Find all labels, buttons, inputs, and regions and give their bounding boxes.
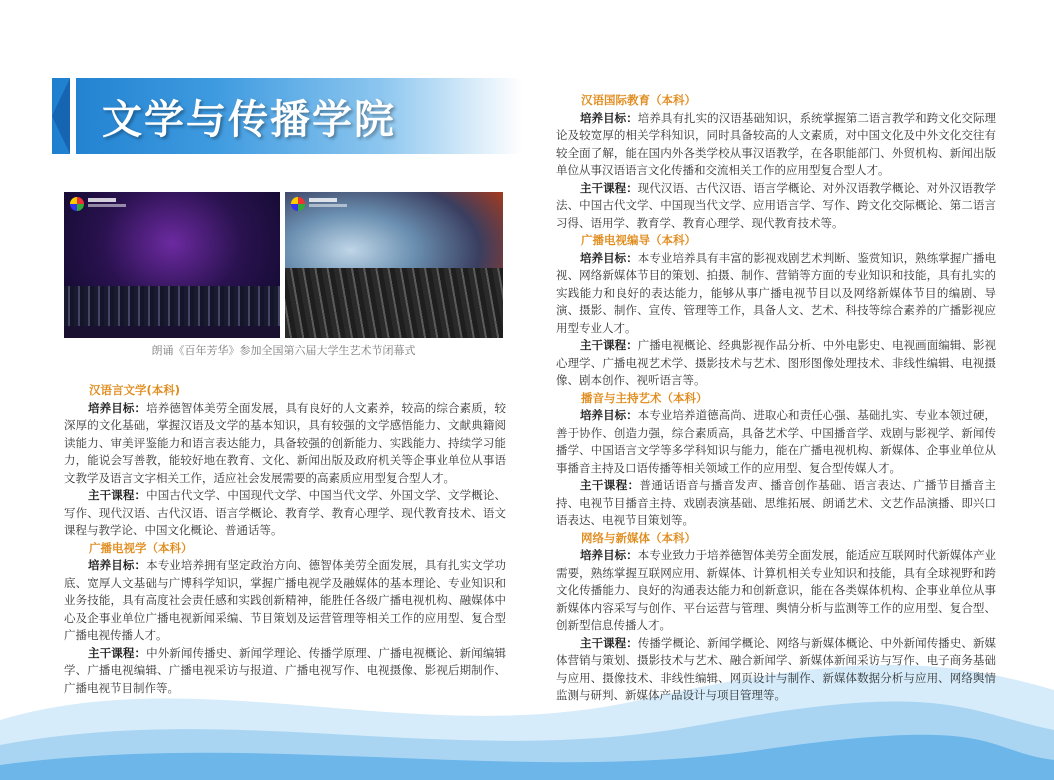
goal-text: 本专业培养拥有坚定政治方向、德智体美劳全面发展，具有扎实文学功底、宽厚人文基础与广博科学知识，掌握广播电视学及融媒体的基本理论、专业知识和业务技能，具有高度社会责任感和实践创新精神，能胜任各级广播电视机构、融媒体中心及企事业单位广播电视新闻采编、节目策划及运营管理等相关工作的应用型、复合型广播电视传播人才。 <box>64 558 507 642</box>
banner-arrow-icon <box>52 78 70 154</box>
festival-logo-icon <box>291 197 305 211</box>
goal-label: 培养目标： <box>580 408 638 422</box>
photo-stage-performance <box>285 192 503 338</box>
logo-text-bar <box>309 198 337 202</box>
goal-label: 培养目标： <box>88 400 147 415</box>
goal-text: 培养具有扎实的汉语基础知识，系统掌握第二语言教学和跨文化交际理论及较宽厚的相关学科知识，同时具备较高的人文素质，对中国文化及中外文化交往有较全面了解，能在国内外各类学校从事汉语教学，在各职能部门、外贸机构、新闻出版单位从事汉语语言文化传播和交流相关工作的应用型复合型人才。 <box>556 110 997 177</box>
goal-text: 本专业致力于培养德智体美劳全面发展，能适应互联网时代新媒体产业需要，熟练掌握互联网应用、新媒体、计算机相关专业知识和技能，具有全球视野和跨文化传播能力、良好的沟通表达能力和创新意识，能在各类媒体机构、企事业单位从事新媒体内容采写与创作、平台运营与管理、舆情分析与监测等工作的应用型、复合型、创新型信息传播人才。 <box>556 548 997 632</box>
course-text: 普通话语音与播音发声、播音创作基础、语言表达、广播节目播音主持、电视节目播音主持、戏剧表演基础、思维拓展、朗诵艺术、文艺作品演播、即兴口语表达、电视节目策划等。 <box>556 478 997 527</box>
major-courses <box>556 337 996 390</box>
course-label: 主干课程： <box>580 635 638 650</box>
major-courses <box>64 645 506 698</box>
logo-text-bar <box>88 204 126 207</box>
course-label: 主干课程： <box>580 478 640 492</box>
major-heading: 播音与主持艺术（本科） <box>581 390 708 405</box>
major-heading: 汉语言文学(本科) <box>89 383 181 397</box>
major-section <box>556 92 996 232</box>
course-text: 中外新闻传播史、新闻学理论、传播学原理、广播电视概论、新闻编辑学、广播电视编辑、广播电视采访与报道、广播电视写作、电视摄像、影视后期制作、广播电视节目制作等。 <box>64 645 507 695</box>
course-text: 中国古代文学、中国现代文学、中国当代文学、外国文学、文学概论、写作、现代汉语、古代汉语、语言学概论、教育学、教育心理学、现代教育技术、语文课程与教学论、中国文化概论、普通话等。 <box>64 488 507 537</box>
major-goal <box>556 110 996 180</box>
course-text: 传播学概论、新闻学概论、网络与新媒体概论、中外新闻传播史、新媒体营销与策划、摄影技术与艺术、融合新闻学、新媒体新闻采访与写作、电子商务基础与应用、摄像技术、非线性编辑、网页设计与制作、新媒体数据分析与应用、网络舆情监测与研判、新媒体产品设计与项目管理等。 <box>556 635 997 702</box>
course-label: 主干课程： <box>88 645 147 660</box>
major-section <box>64 540 506 698</box>
goal-label: 培养目标： <box>580 548 638 562</box>
course-text: 现代汉语、古代汉语、语言学概论、对外汉语教学概论、对外汉语教学法、中国古代文学、中国现当代文学、应用语言学、写作、跨文化交际概论、第二语言习得、语用学、教育学、教育心理学、现代教育技术等。 <box>556 180 997 230</box>
major-courses <box>556 477 996 530</box>
major-goal <box>556 250 996 338</box>
major-goal <box>556 407 996 477</box>
banner-bar <box>70 78 76 154</box>
goal-text: 本专业培养具有丰富的影视戏剧艺术判断、鉴赏知识，熟练掌握广播电视、网络新媒体节目的策划、拍摄、制作、营销等方面的专业知识和技能，具有扎实的实践能力和良好的表达能力，能够从事广播电视节目以及网络新媒体节目的编剧、导演、摄影、制作、宣传、管理等工作，具备人文、艺术、科技等综合素养的广播影视应用型专业人才。 <box>556 250 997 335</box>
right-column <box>556 92 996 705</box>
section-banner <box>52 78 522 154</box>
course-label: 主干课程： <box>580 180 638 195</box>
goal-label: 培养目标： <box>580 110 638 125</box>
goal-text: 本专业培养道德高尚、进取心和责任心强、基础扎实、专业本领过硬，善于协作、创造力强，综合素质高，具备艺术学、中国播音学、戏剧与影视学、新闻传播学、中国语言文学等多学科知识与能力，能在广播电视机构、新媒体、企事业单位从事播音主持及口语传播等相关领域工作的应用型、复合型传媒人才。 <box>556 408 997 475</box>
logo-text-bar <box>309 204 347 207</box>
goal-label: 培养目标： <box>88 558 147 572</box>
major-courses <box>556 635 996 705</box>
major-goal <box>64 400 506 488</box>
course-label: 主干课程： <box>88 488 147 502</box>
goal-text: 培养德智体美劳全面发展，具有良好的人文素养，较高的综合素质，较深厚的文化基础，掌握汉语及文学的基本知识，具有较强的文学感悟能力、文献典籍阅读能力、审美评鉴能力和语言表达能力，具备较强的创新能力、实践能力、持续学习能力，能说会写善教，能较好地在教育、文化、新闻出版及政府机关等企事业单位从事语文教学及语言文字相关工作，适应社会发展需要的高素质应用型复合型人才。 <box>64 400 507 485</box>
goal-label: 培养目标： <box>580 250 638 265</box>
major-section <box>64 382 506 540</box>
stage-floor <box>64 326 280 338</box>
photo-caption: 朗诵《百年芳华》参加全国第六届大学生艺术节闭幕式 <box>151 344 416 357</box>
major-heading: 广播电视编导（本科） <box>581 233 696 247</box>
major-heading: 广播电视学（本科） <box>89 540 193 555</box>
logo-text-bar <box>88 198 116 202</box>
major-section <box>556 390 996 530</box>
performers <box>64 286 280 330</box>
photo-stage-recital <box>64 192 280 338</box>
major-goal <box>556 547 996 635</box>
festival-logo-icon <box>70 197 84 211</box>
major-heading: 汉语国际教育（本科） <box>581 93 696 107</box>
major-heading: 网络与新媒体（本科） <box>581 530 696 545</box>
major-goal <box>64 557 506 645</box>
major-section <box>556 530 996 705</box>
page-title: 文学与传播学院 <box>102 97 396 143</box>
course-text: 广播电视概论、经典影视作品分析、中外电影史、电视画面编辑、影视心理学、广播电视艺术学、摄影技术与艺术、图形图像处理技术、非线性编辑、电视摄像、剧本创作、视听语言等。 <box>556 338 997 387</box>
major-courses <box>64 487 506 540</box>
left-column <box>64 382 506 697</box>
performers <box>285 268 503 338</box>
major-courses <box>556 180 996 233</box>
major-section <box>556 232 996 390</box>
course-label: 主干课程： <box>580 338 638 352</box>
